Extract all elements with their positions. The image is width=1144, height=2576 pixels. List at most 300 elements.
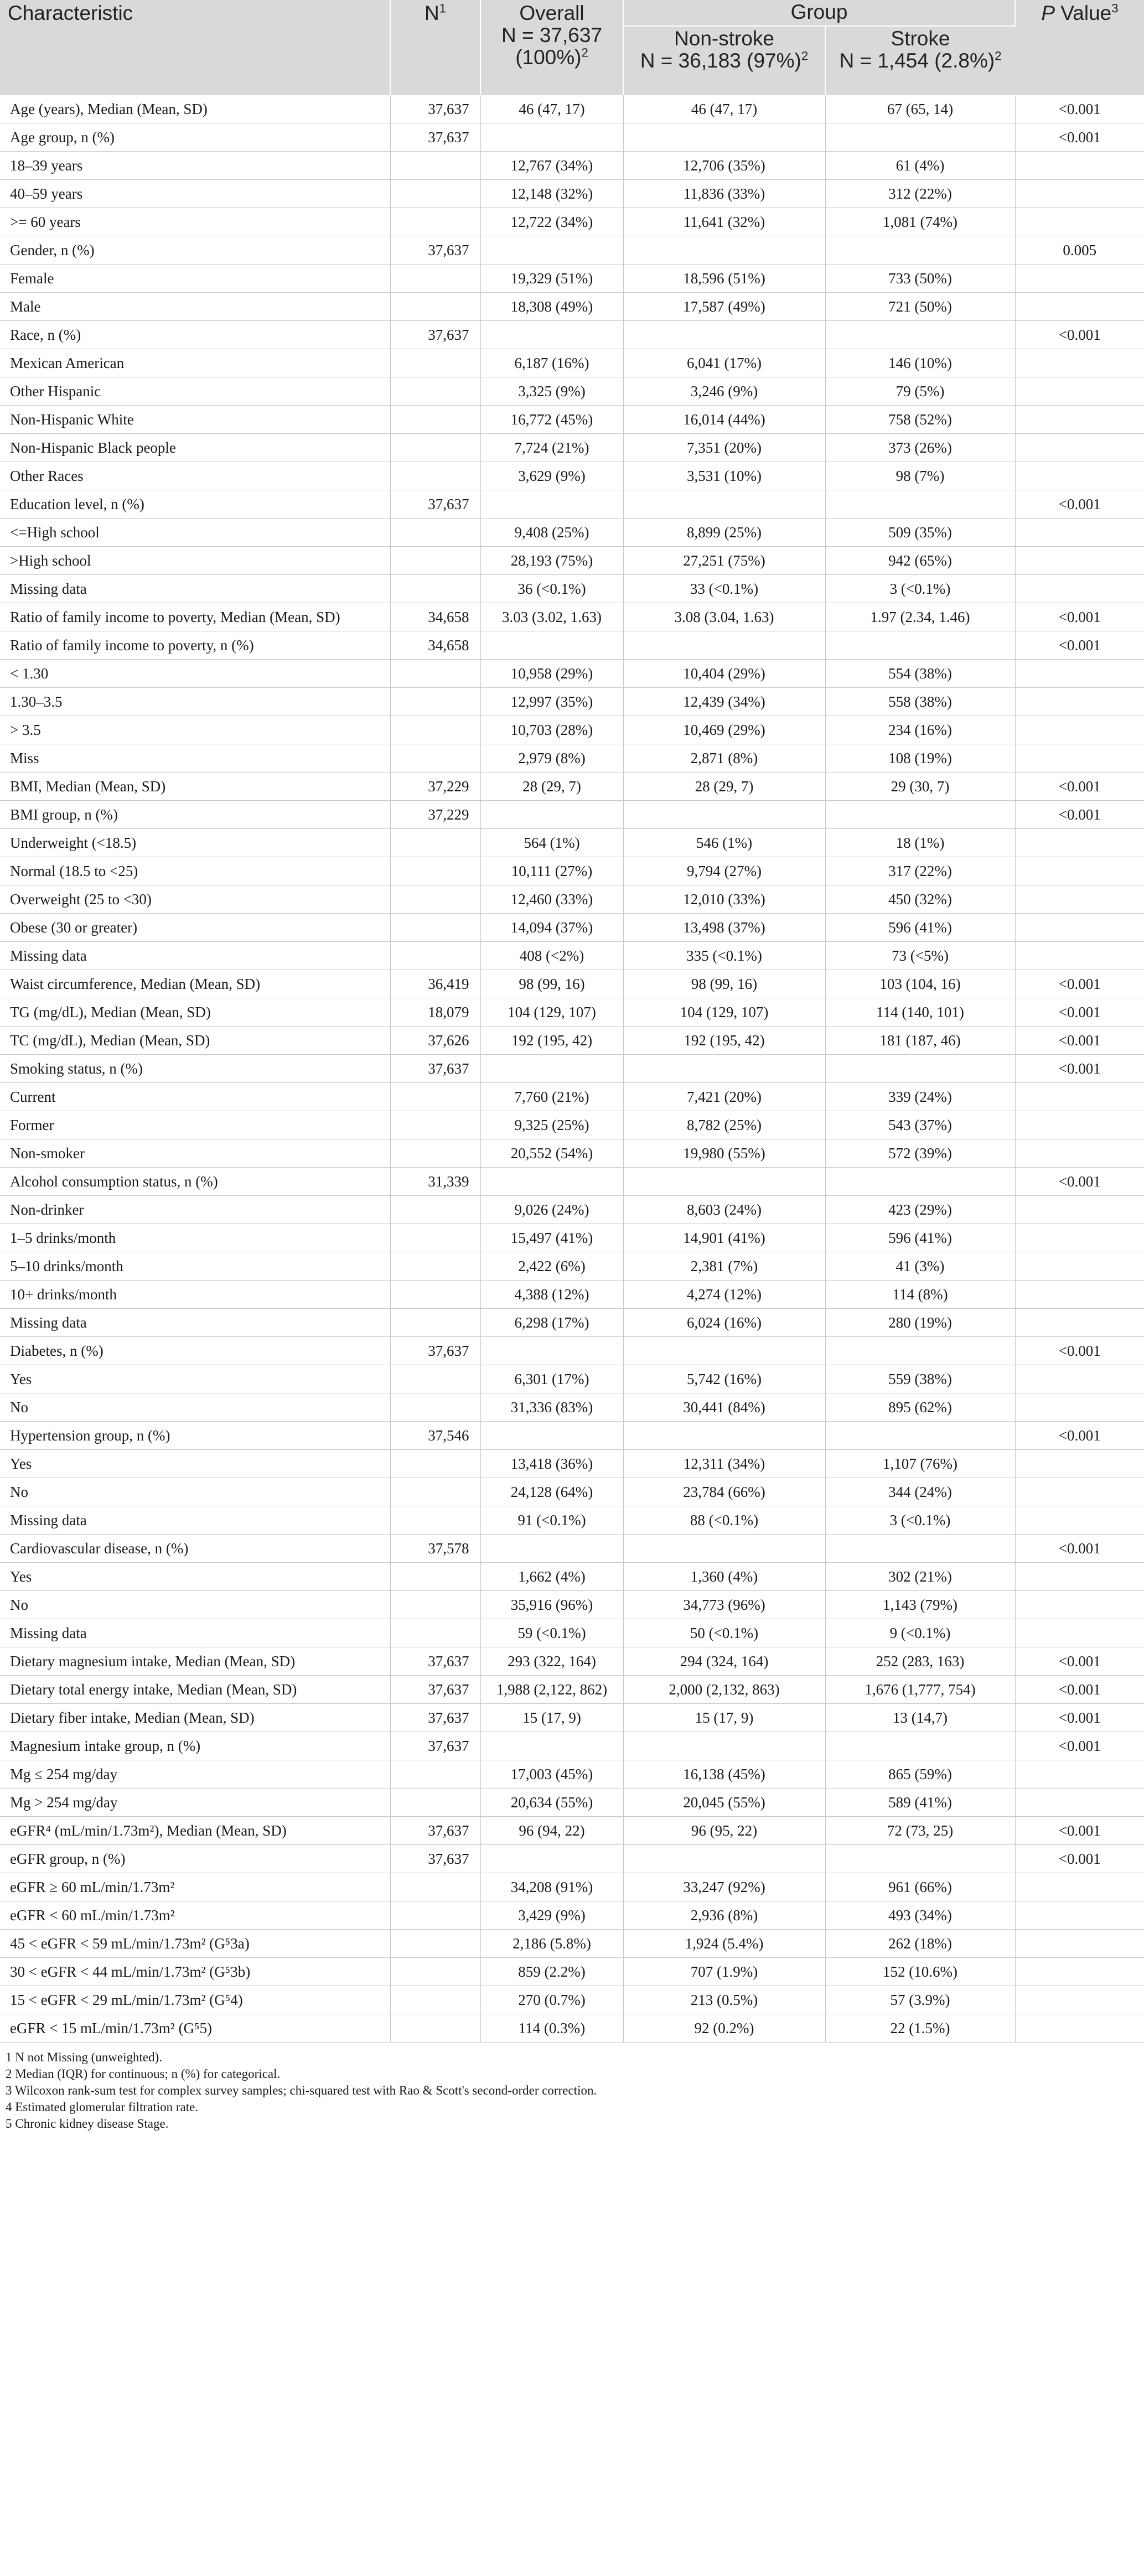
table-row xyxy=(0,406,1144,434)
cell-characteristic: Missing data xyxy=(0,575,390,603)
table-row xyxy=(0,631,1144,660)
table-row xyxy=(0,1845,1144,1873)
cell-n: 37,229 xyxy=(390,773,480,801)
cell-stroke xyxy=(825,490,1015,519)
cell-overall: 7,760 (21%) xyxy=(480,1083,623,1111)
cell-overall xyxy=(480,631,623,660)
table-row xyxy=(0,1506,1144,1535)
table-row xyxy=(0,688,1144,716)
cell-overall: 28,193 (75%) xyxy=(480,547,623,575)
cell-n xyxy=(390,829,480,857)
cell-n xyxy=(390,1139,480,1168)
table-row xyxy=(0,1478,1144,1506)
cell-overall: 3,325 (9%) xyxy=(480,377,623,406)
cell-n xyxy=(390,462,480,490)
table-row xyxy=(0,123,1144,152)
cell-n xyxy=(390,1873,480,1901)
table-row xyxy=(0,490,1144,519)
cell-overall xyxy=(480,321,623,349)
table-row xyxy=(0,1027,1144,1055)
cell-characteristic: Magnesium intake group, n (%) xyxy=(0,1732,390,1760)
cell-characteristic: eGFR ≥ 60 mL/min/1.73m² xyxy=(0,1873,390,1901)
cell-stroke: 146 (10%) xyxy=(825,349,1015,377)
cell-p-value xyxy=(1015,1930,1144,1958)
cell-characteristic: Waist circumference, Median (Mean, SD) xyxy=(0,970,390,998)
cell-overall: 13,418 (36%) xyxy=(480,1450,623,1478)
cell-p-value xyxy=(1015,914,1144,942)
cell-characteristic: Yes xyxy=(0,1365,390,1393)
cell-characteristic: Alcohol consumption status, n (%) xyxy=(0,1168,390,1196)
cell-overall: 6,187 (16%) xyxy=(480,349,623,377)
cell-overall: 408 (<2%) xyxy=(480,942,623,970)
cell-characteristic: Non-Hispanic Black people xyxy=(0,434,390,462)
cell-overall xyxy=(480,1168,623,1196)
cell-overall: 1,662 (4%) xyxy=(480,1563,623,1591)
cell-stroke: 22 (1.5%) xyxy=(825,2014,1015,2043)
table-row xyxy=(0,1196,1144,1224)
cell-p-value: <0.001 xyxy=(1015,1535,1144,1563)
cell-p-value xyxy=(1015,942,1144,970)
cell-p-value xyxy=(1015,688,1144,716)
cell-overall: 114 (0.3%) xyxy=(480,2014,623,2043)
cell-characteristic: 18–39 years xyxy=(0,152,390,180)
cell-p-value: <0.001 xyxy=(1015,970,1144,998)
cell-characteristic: Dietary magnesium intake, Median (Mean, SD) xyxy=(0,1647,390,1676)
cell-overall: 9,325 (25%) xyxy=(480,1111,623,1139)
cell-p-value xyxy=(1015,660,1144,688)
table-row xyxy=(0,180,1144,208)
cell-n: 37,637 xyxy=(390,1337,480,1365)
cell-p-value xyxy=(1015,462,1144,490)
cell-stroke: 572 (39%) xyxy=(825,1139,1015,1168)
cell-characteristic: Underweight (<18.5) xyxy=(0,829,390,857)
cell-stroke: 57 (3.9%) xyxy=(825,1986,1015,2014)
cell-non-stroke: 50 (<0.1%) xyxy=(623,1619,825,1647)
table-row xyxy=(0,1901,1144,1930)
cell-overall xyxy=(480,236,623,265)
cell-stroke: 41 (3%) xyxy=(825,1252,1015,1281)
cell-overall xyxy=(480,1422,623,1450)
cell-n xyxy=(390,942,480,970)
cell-overall xyxy=(480,801,623,829)
cell-n xyxy=(390,434,480,462)
cell-non-stroke: 16,014 (44%) xyxy=(623,406,825,434)
footnote: 5 Chronic kidney disease Stage. xyxy=(6,2117,169,2131)
table-row xyxy=(0,1083,1144,1111)
cell-n xyxy=(390,1930,480,1958)
cell-stroke: 423 (29%) xyxy=(825,1196,1015,1224)
cell-non-stroke: 6,041 (17%) xyxy=(623,349,825,377)
cell-p-value xyxy=(1015,716,1144,744)
table-row xyxy=(0,236,1144,265)
cell-non-stroke: 18,596 (51%) xyxy=(623,265,825,293)
cell-overall: 3,429 (9%) xyxy=(480,1901,623,1930)
cell-overall: 2,186 (5.8%) xyxy=(480,1930,623,1958)
table-row xyxy=(0,95,1144,123)
footnote: 4 Estimated glomerular filtration rate. xyxy=(6,2100,199,2114)
cell-p-value xyxy=(1015,1309,1144,1337)
cell-overall: 59 (<0.1%) xyxy=(480,1619,623,1647)
cell-stroke: 942 (65%) xyxy=(825,547,1015,575)
cell-stroke xyxy=(825,631,1015,660)
cell-n: 37,637 xyxy=(390,95,480,123)
cell-characteristic: Hypertension group, n (%) xyxy=(0,1422,390,1450)
table-header xyxy=(0,0,1144,95)
cell-non-stroke: 8,899 (25%) xyxy=(623,519,825,547)
cell-non-stroke: 5,742 (16%) xyxy=(623,1365,825,1393)
cell-non-stroke: 96 (95, 22) xyxy=(623,1817,825,1845)
cell-non-stroke: 7,421 (20%) xyxy=(623,1083,825,1111)
cell-non-stroke xyxy=(623,1422,825,1450)
cell-stroke: 98 (7%) xyxy=(825,462,1015,490)
cell-overall: 96 (94, 22) xyxy=(480,1817,623,1845)
footnote: 3 Wilcoxon rank-sum test for complex survey samples; chi-squared test with Rao & Scott's second-order correction. xyxy=(6,2083,597,2097)
table-row xyxy=(0,1309,1144,1337)
cell-characteristic: Non-smoker xyxy=(0,1139,390,1168)
cell-stroke: 509 (35%) xyxy=(825,519,1015,547)
table-row xyxy=(0,2014,1144,2043)
cell-p-value xyxy=(1015,1224,1144,1252)
cell-non-stroke: 335 (<0.1%) xyxy=(623,942,825,970)
cell-non-stroke: 13,498 (37%) xyxy=(623,914,825,942)
cell-stroke: 317 (22%) xyxy=(825,857,1015,885)
cell-p-value: <0.001 xyxy=(1015,801,1144,829)
cell-non-stroke: 3.08 (3.04, 1.63) xyxy=(623,603,825,631)
cell-non-stroke: 104 (129, 107) xyxy=(623,998,825,1027)
table-row xyxy=(0,321,1144,349)
cell-non-stroke: 2,871 (8%) xyxy=(623,744,825,773)
cell-characteristic: eGFR group, n (%) xyxy=(0,1845,390,1873)
cell-p-value xyxy=(1015,377,1144,406)
cell-characteristic: Other Races xyxy=(0,462,390,490)
cell-characteristic: Mg ≤ 254 mg/day xyxy=(0,1760,390,1789)
cell-stroke: 865 (59%) xyxy=(825,1760,1015,1789)
table-row xyxy=(0,1619,1144,1647)
table-row xyxy=(0,1732,1144,1760)
header-group: Group xyxy=(623,0,1015,26)
cell-p-value xyxy=(1015,857,1144,885)
cell-p-value xyxy=(1015,1789,1144,1817)
cell-characteristic: Normal (18.5 to <25) xyxy=(0,857,390,885)
cell-characteristic: TC (mg/dL), Median (Mean, SD) xyxy=(0,1027,390,1055)
cell-non-stroke: 6,024 (16%) xyxy=(623,1309,825,1337)
cell-characteristic: TG (mg/dL), Median (Mean, SD) xyxy=(0,998,390,1027)
cell-stroke xyxy=(825,1337,1015,1365)
cell-n: 37,637 xyxy=(390,490,480,519)
table-row xyxy=(0,829,1144,857)
cell-overall: 7,724 (21%) xyxy=(480,434,623,462)
cell-overall: 12,722 (34%) xyxy=(480,208,623,236)
cell-stroke: 29 (30, 7) xyxy=(825,773,1015,801)
cell-stroke: 312 (22%) xyxy=(825,180,1015,208)
cell-overall: 34,208 (91%) xyxy=(480,1873,623,1901)
cell-overall: 31,336 (83%) xyxy=(480,1393,623,1422)
cell-p-value: <0.001 xyxy=(1015,1676,1144,1704)
table-row xyxy=(0,462,1144,490)
cell-n xyxy=(390,744,480,773)
cell-stroke xyxy=(825,1845,1015,1873)
cell-characteristic: 1.30–3.5 xyxy=(0,688,390,716)
table-row xyxy=(0,547,1144,575)
cell-non-stroke xyxy=(623,236,825,265)
cell-characteristic: Yes xyxy=(0,1563,390,1591)
table-row xyxy=(0,1450,1144,1478)
cell-n: 37,626 xyxy=(390,1027,480,1055)
cell-n xyxy=(390,377,480,406)
cell-characteristic: < 1.30 xyxy=(0,660,390,688)
cell-non-stroke xyxy=(623,1732,825,1760)
cell-non-stroke: 3,531 (10%) xyxy=(623,462,825,490)
cell-characteristic: eGFR < 15 mL/min/1.73m² (G⁵5) xyxy=(0,2014,390,2043)
table-row xyxy=(0,1337,1144,1365)
cell-characteristic: <=High school xyxy=(0,519,390,547)
cell-stroke: 114 (140, 101) xyxy=(825,998,1015,1027)
cell-non-stroke: 28 (29, 7) xyxy=(623,773,825,801)
cell-n xyxy=(390,1281,480,1309)
cell-p-value: <0.001 xyxy=(1015,1422,1144,1450)
cell-p-value xyxy=(1015,1901,1144,1930)
cell-non-stroke: 546 (1%) xyxy=(623,829,825,857)
table-row xyxy=(0,1535,1144,1563)
cell-stroke: 3 (<0.1%) xyxy=(825,575,1015,603)
cell-p-value xyxy=(1015,1760,1144,1789)
cell-characteristic: Education level, n (%) xyxy=(0,490,390,519)
table-row xyxy=(0,801,1144,829)
cell-non-stroke xyxy=(623,631,825,660)
cell-non-stroke: 17,587 (49%) xyxy=(623,293,825,321)
table-row xyxy=(0,1873,1144,1901)
cell-characteristic: Mg > 254 mg/day xyxy=(0,1789,390,1817)
cell-stroke: 73 (<5%) xyxy=(825,942,1015,970)
cell-characteristic: Dietary fiber intake, Median (Mean, SD) xyxy=(0,1704,390,1732)
cell-p-value xyxy=(1015,1111,1144,1139)
cell-characteristic: 15 < eGFR < 29 mL/min/1.73m² (G⁵4) xyxy=(0,1986,390,2014)
table-row xyxy=(0,970,1144,998)
cell-stroke xyxy=(825,1535,1015,1563)
cell-characteristic: BMI group, n (%) xyxy=(0,801,390,829)
cell-overall xyxy=(480,490,623,519)
cell-n: 37,637 xyxy=(390,1817,480,1845)
cell-overall: 15 (17, 9) xyxy=(480,1704,623,1732)
cell-p-value xyxy=(1015,1958,1144,1986)
cell-stroke: 596 (41%) xyxy=(825,914,1015,942)
cell-p-value: 0.005 xyxy=(1015,236,1144,265)
cell-non-stroke xyxy=(623,1845,825,1873)
cell-overall: 9,026 (24%) xyxy=(480,1196,623,1224)
cell-stroke: 181 (187, 46) xyxy=(825,1027,1015,1055)
cell-characteristic: Non-drinker xyxy=(0,1196,390,1224)
table-row xyxy=(0,575,1144,603)
cell-stroke: 108 (19%) xyxy=(825,744,1015,773)
table-row xyxy=(0,1224,1144,1252)
table-row xyxy=(0,1422,1144,1450)
cell-p-value xyxy=(1015,1450,1144,1478)
cell-non-stroke: 27,251 (75%) xyxy=(623,547,825,575)
cell-stroke xyxy=(825,1055,1015,1083)
cell-stroke: 554 (38%) xyxy=(825,660,1015,688)
cell-characteristic: Female xyxy=(0,265,390,293)
cell-p-value: <0.001 xyxy=(1015,1817,1144,1845)
cell-n xyxy=(390,575,480,603)
table-row xyxy=(0,1704,1144,1732)
cell-non-stroke: 33 (<0.1%) xyxy=(623,575,825,603)
cell-p-value: <0.001 xyxy=(1015,1704,1144,1732)
cell-stroke: 67 (65, 14) xyxy=(825,95,1015,123)
cell-p-value xyxy=(1015,1083,1144,1111)
cell-characteristic: 1–5 drinks/month xyxy=(0,1224,390,1252)
cell-n: 36,419 xyxy=(390,970,480,998)
table-row xyxy=(0,293,1144,321)
cell-characteristic: 5–10 drinks/month xyxy=(0,1252,390,1281)
cell-n xyxy=(390,152,480,180)
cell-characteristic: Obese (30 or greater) xyxy=(0,914,390,942)
cell-characteristic: Missing data xyxy=(0,1309,390,1337)
cell-n: 37,637 xyxy=(390,1732,480,1760)
table-row xyxy=(0,1676,1144,1704)
cell-non-stroke: 23,784 (66%) xyxy=(623,1478,825,1506)
cell-stroke: 9 (<0.1%) xyxy=(825,1619,1015,1647)
cell-overall: 18,308 (49%) xyxy=(480,293,623,321)
cell-overall: 20,634 (55%) xyxy=(480,1789,623,1817)
cell-n xyxy=(390,1506,480,1535)
table-row xyxy=(0,914,1144,942)
cell-non-stroke: 192 (195, 42) xyxy=(623,1027,825,1055)
cell-overall: 15,497 (41%) xyxy=(480,1224,623,1252)
cell-characteristic: 40–59 years xyxy=(0,180,390,208)
cell-non-stroke: 33,247 (92%) xyxy=(623,1873,825,1901)
cell-stroke: 302 (21%) xyxy=(825,1563,1015,1591)
header-characteristic: Characteristic xyxy=(0,0,390,95)
cell-n: 37,637 xyxy=(390,1704,480,1732)
cell-n xyxy=(390,2014,480,2043)
cell-characteristic: >High school xyxy=(0,547,390,575)
table-row xyxy=(0,857,1144,885)
cell-p-value: <0.001 xyxy=(1015,1732,1144,1760)
cell-n xyxy=(390,914,480,942)
header-overall: Overall N = 37,637 $(100\%)^2$ xyxy=(480,0,623,95)
cell-characteristic: Non-Hispanic White xyxy=(0,406,390,434)
cell-non-stroke xyxy=(623,1055,825,1083)
table-row xyxy=(0,1817,1144,1845)
cell-characteristic: Race, n (%) xyxy=(0,321,390,349)
cell-characteristic: Dietary total energy intake, Median (Mean, SD) xyxy=(0,1676,390,1704)
cell-characteristic: Missing data xyxy=(0,1506,390,1535)
cell-n: 37,637 xyxy=(390,1845,480,1873)
cell-non-stroke: 2,000 (2,132, 863) xyxy=(623,1676,825,1704)
cell-characteristic: > 3.5 xyxy=(0,716,390,744)
cell-overall: 24,128 (64%) xyxy=(480,1478,623,1506)
cell-non-stroke: 294 (324, 164) xyxy=(623,1647,825,1676)
cell-stroke: 1,676 (1,777, 754) xyxy=(825,1676,1015,1704)
table-row xyxy=(0,1252,1144,1281)
cell-n xyxy=(390,716,480,744)
cell-stroke: 1.97 (2.34, 1.46) xyxy=(825,603,1015,631)
cell-characteristic: Yes xyxy=(0,1450,390,1478)
cell-p-value xyxy=(1015,1281,1144,1309)
table-row xyxy=(0,1958,1144,1986)
cell-stroke xyxy=(825,236,1015,265)
table-row xyxy=(0,773,1144,801)
cell-non-stroke: 4,274 (12%) xyxy=(623,1281,825,1309)
cell-stroke: 339 (24%) xyxy=(825,1083,1015,1111)
cell-characteristic: No xyxy=(0,1478,390,1506)
cell-non-stroke: 19,980 (55%) xyxy=(623,1139,825,1168)
cell-stroke: 721 (50%) xyxy=(825,293,1015,321)
cell-p-value xyxy=(1015,1986,1144,2014)
cell-non-stroke: 34,773 (96%) xyxy=(623,1591,825,1619)
table-row xyxy=(0,1986,1144,2014)
cell-overall: 3,629 (9%) xyxy=(480,462,623,490)
cell-overall: 12,997 (35%) xyxy=(480,688,623,716)
cell-n: 37,578 xyxy=(390,1535,480,1563)
cell-overall: 28 (29, 7) xyxy=(480,773,623,801)
cell-n xyxy=(390,406,480,434)
cell-stroke: 79 (5%) xyxy=(825,377,1015,406)
cell-overall xyxy=(480,1535,623,1563)
cell-overall: 270 (0.7%) xyxy=(480,1986,623,2014)
cell-stroke xyxy=(825,801,1015,829)
cell-overall: 20,552 (54%) xyxy=(480,1139,623,1168)
cell-p-value xyxy=(1015,744,1144,773)
cell-non-stroke: 2,381 (7%) xyxy=(623,1252,825,1281)
cell-stroke: 114 (8%) xyxy=(825,1281,1015,1309)
table-body xyxy=(0,95,1144,2043)
cell-overall xyxy=(480,1732,623,1760)
table-row xyxy=(0,660,1144,688)
cell-n xyxy=(390,1309,480,1337)
cell-n xyxy=(390,885,480,914)
cell-non-stroke xyxy=(623,1337,825,1365)
cell-non-stroke: 9,794 (27%) xyxy=(623,857,825,885)
table-row xyxy=(0,885,1144,914)
cell-non-stroke xyxy=(623,321,825,349)
cell-n xyxy=(390,688,480,716)
table-row xyxy=(0,377,1144,406)
cell-p-value xyxy=(1015,265,1144,293)
cell-stroke: 596 (41%) xyxy=(825,1224,1015,1252)
cell-n xyxy=(390,208,480,236)
cell-n xyxy=(390,1111,480,1139)
cell-characteristic: Male xyxy=(0,293,390,321)
cell-p-value xyxy=(1015,208,1144,236)
cell-n xyxy=(390,1760,480,1789)
cell-characteristic: Miss xyxy=(0,744,390,773)
footnotes xyxy=(0,2043,1144,2132)
cell-n: 34,658 xyxy=(390,603,480,631)
table-row xyxy=(0,1789,1144,1817)
cell-overall: 35,916 (96%) xyxy=(480,1591,623,1619)
cell-n: 37,637 xyxy=(390,236,480,265)
header-non-stroke: Non-stroke N = 36,183 $(97\%)^2$ xyxy=(623,26,825,95)
cell-n xyxy=(390,1450,480,1478)
cell-n xyxy=(390,1591,480,1619)
cell-p-value xyxy=(1015,180,1144,208)
cell-overall: 36 (<0.1%) xyxy=(480,575,623,603)
cell-stroke: 1,107 (76%) xyxy=(825,1450,1015,1478)
cell-p-value: <0.001 xyxy=(1015,1027,1144,1055)
cell-p-value xyxy=(1015,1873,1144,1901)
cell-n xyxy=(390,1365,480,1393)
cell-non-stroke: 46 (47, 17) xyxy=(623,95,825,123)
cell-n: 31,339 xyxy=(390,1168,480,1196)
cell-p-value xyxy=(1015,575,1144,603)
cell-stroke xyxy=(825,1422,1015,1450)
cell-overall: 98 (99, 16) xyxy=(480,970,623,998)
cell-characteristic: Cardiovascular disease, n (%) xyxy=(0,1535,390,1563)
cell-non-stroke xyxy=(623,123,825,152)
cell-n xyxy=(390,660,480,688)
cell-stroke xyxy=(825,123,1015,152)
